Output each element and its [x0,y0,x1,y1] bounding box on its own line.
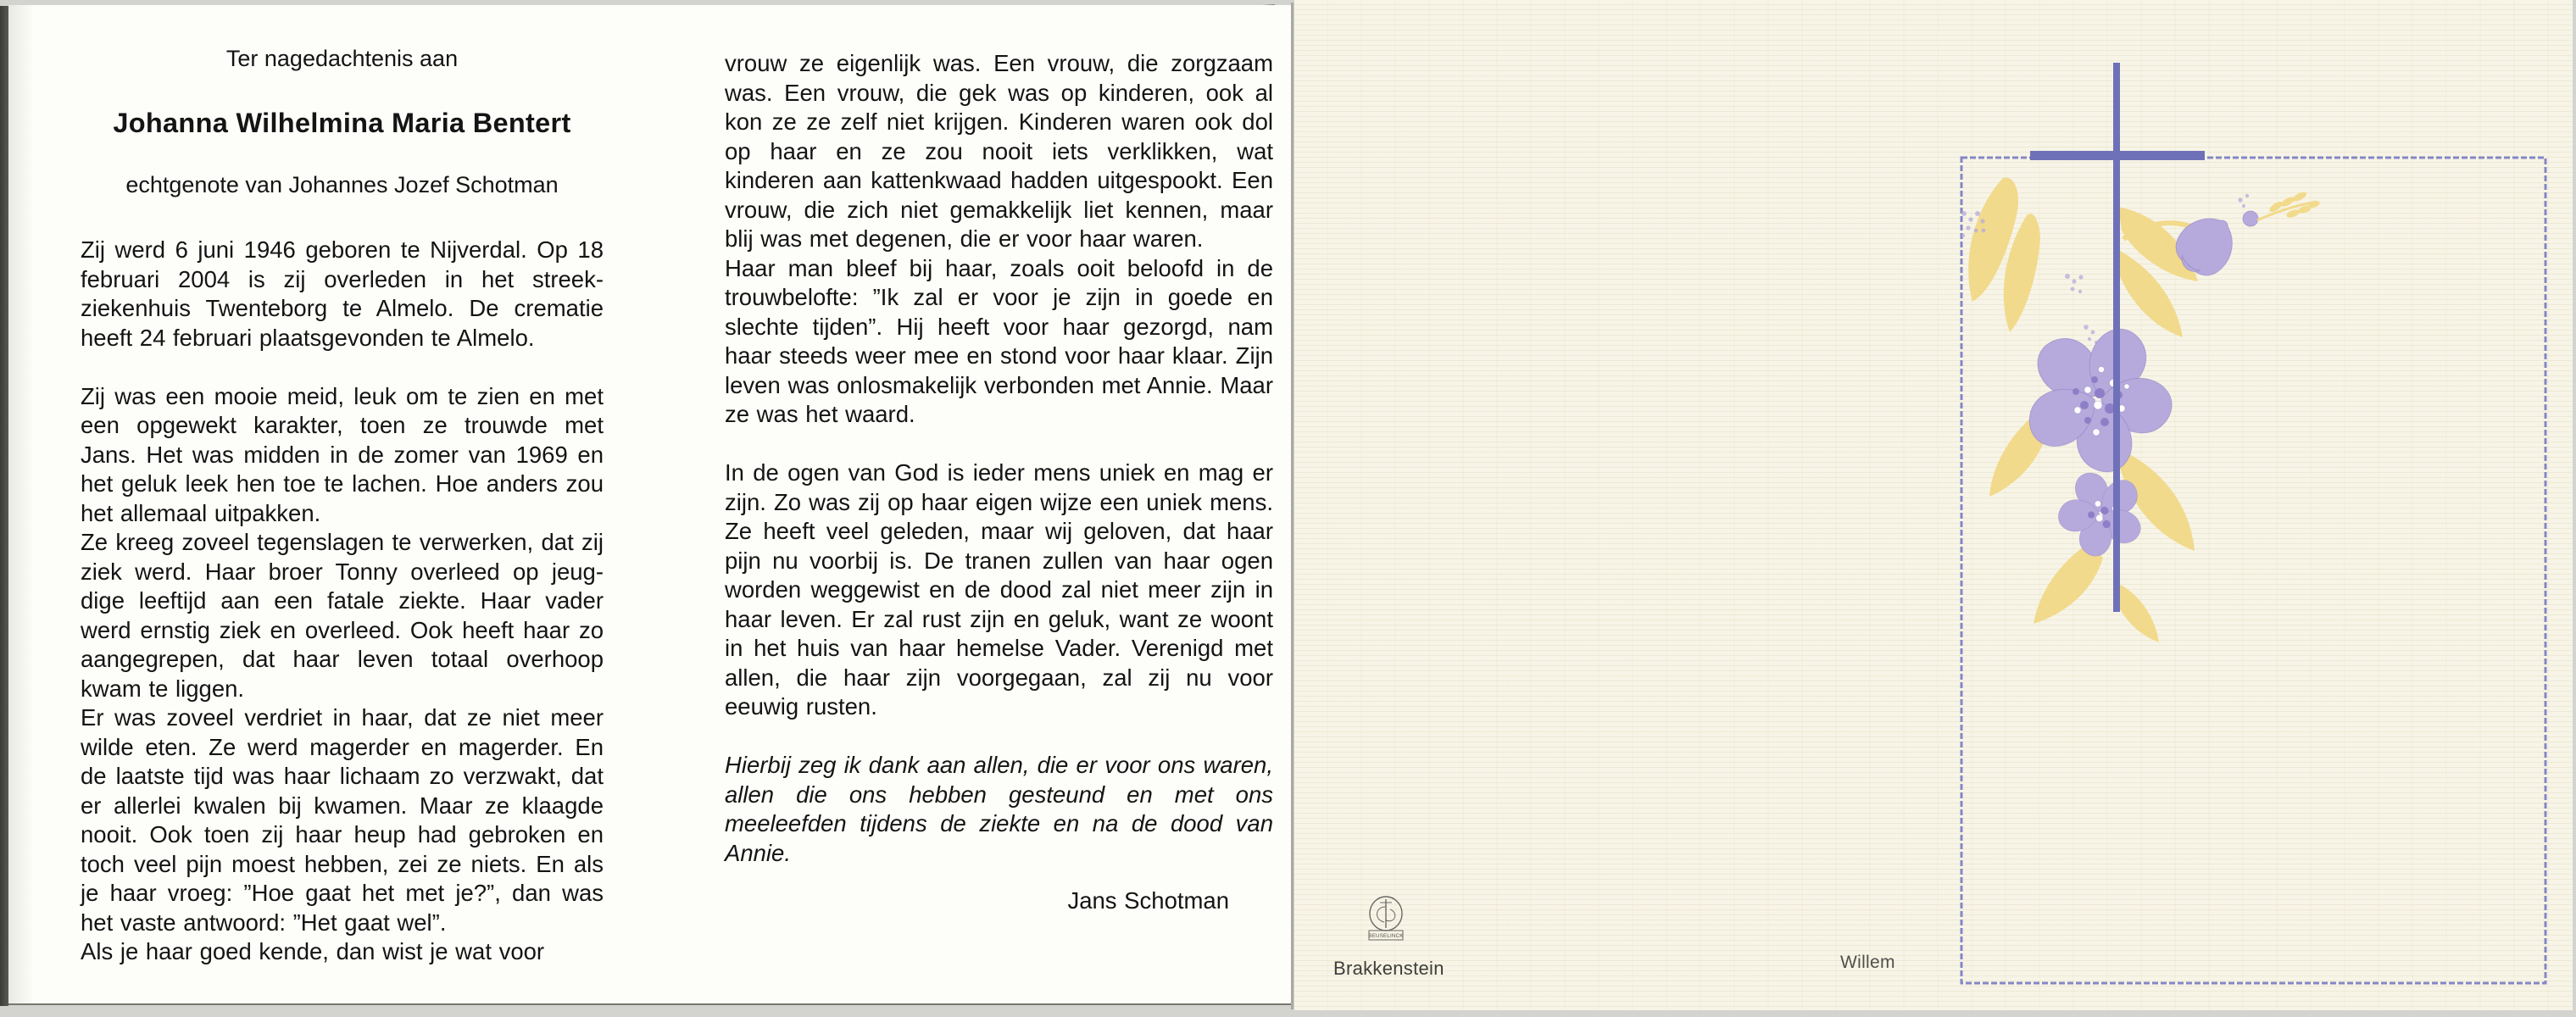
card-inside-page [8,5,1293,1005]
obituary-paragraph: Er was zoveel verdriet in haar, dat ze niet meer wilde eten. Ze werd magerder en magerder. En de laatste tijd was haar lichaam zo verzwakt, dat er allerlei kwalen bij kwamen. Maar ze klaagde nooit. Ook toen zij haar heup had gebroken en toch veel pijn moest hebben, zei ze niets. En als je haar vroeg: ”Hoe gaat het met je?”, dan was het vaste antwoord: ”Het gaat wel”. [81,704,604,936]
obituary-paragraph: Zij was een mooie meid, leuk om te zien en met een opgewekt karakter, toen ze trouwde met Jans. Het was midden in de zomer van 1969 en het geluk leek hen toe te lachen. Hoe anders zou het allemaal uitpakken. [81,382,604,526]
obituary-paragraph: In de ogen van God is ieder mens uniek en mag er zijn. Zo was zij op haar eigen wijze een uniek mens. Ze heeft veel geleden, maar wij geloven, dat haar pijn nu voorbij is. De tranen zullen van haar ogen worden weggewist en de dood zal niet meer zijn in haar leven. Er zal rust zijn en geluk, want ze woont in het huis van haar hemelse Vader. Verenigd met allen, die haar zijn voorgegaan, zal zij nu voor eeuwig rusten. [725,459,1273,720]
large-violet-flower [2022,319,2178,471]
leaf-cluster-top [1968,178,2198,337]
beuselinck-logo-icon [1364,895,1408,949]
card-back-page [1294,0,2573,1010]
acknowledgement-paragraph: Hierbij zeg ik dank aan allen, die er voor ons waren, allen die ons hebben gesteund en met ons meeleefden tijdens de ziekte en na de dood van Annie. [725,752,1273,866]
cross-and-violets-illustration [1294,0,2573,1010]
obituary-paragraph-runover: Als je haar goed kende, dan wist je wat voor [81,938,545,964]
credit-label-left: Brakkenstein [1333,958,1444,979]
obituary-paragraph-dates: Zij werd 6 juni 1946 geboren te Nijverdal. Op 18 februari 2004 is zij overleden in het streek-ziekenhuis Twenteborg te Almelo. De crematie heeft 24 februari plaatsgevonden te Almelo. [81,236,604,351]
svg-text:BEUSELINCK: BEUSELINCK [1368,933,1404,939]
text-column-2 [725,49,1273,916]
obituary-paragraph: vrouw ze eigenlijk was. Een vrouw, die zorgzaam was. Een vrouw, die gek was op kinderen, ook al kon ze ze zelf niet krijgen. Kinderen waren ook dol op haar en ze zou nooit iets verklikken, wat kinderen aan kattenkwaad hadden uitgespookt. Een vrouw, die zich niet gemakkelijk liet kennen, maar blij was met degenen, die er voor haar waren. [725,50,1273,252]
dedication-line: Ter nagedachtenis aan [225,46,459,71]
deceased-name: Johanna Wilhelmina Maria Bentert [113,108,571,138]
scanner-edge-strip [0,6,8,1006]
flower-bud [2243,211,2258,226]
frame-border [1961,158,2545,983]
credit-label-right: Willem [1840,953,1895,972]
card-fold [1291,3,1294,1009]
spouse-line: echtgenote van Johannes Jozef Schotman [125,172,559,197]
text-column-1 [81,44,604,967]
signature: Jans Schotman [1067,887,1229,914]
printer-credit [1333,895,1444,980]
obituary-paragraph: Haar man bleef bij haar, zoals ooit beloofd in de trouwbelofte: ”Ik zal er voor je zijn in goede en slechte tijden”. Hij heeft voor haar gezorgd, nam haar steeds weer mee en stond voor haar klaar. Zijn leven was onlosmakelijk verbonden met Annie. Maar ze was het waard. [725,254,1273,427]
obituary-paragraph: Ze kreeg zoveel tegenslagen te verwerken, dat zij ziek werd. Haar broer Tonny overleed op jeug-dige leeftijd aan een fatale ziekte. Haar vader werd ernstig ziek en overleed. Ook heeft haar zo aangegrepen, dat haar leven totaal overhoop kwam te liggen. [81,529,604,702]
page-edge-shadow [8,5,34,1003]
wheat-sprig [2257,190,2321,220]
